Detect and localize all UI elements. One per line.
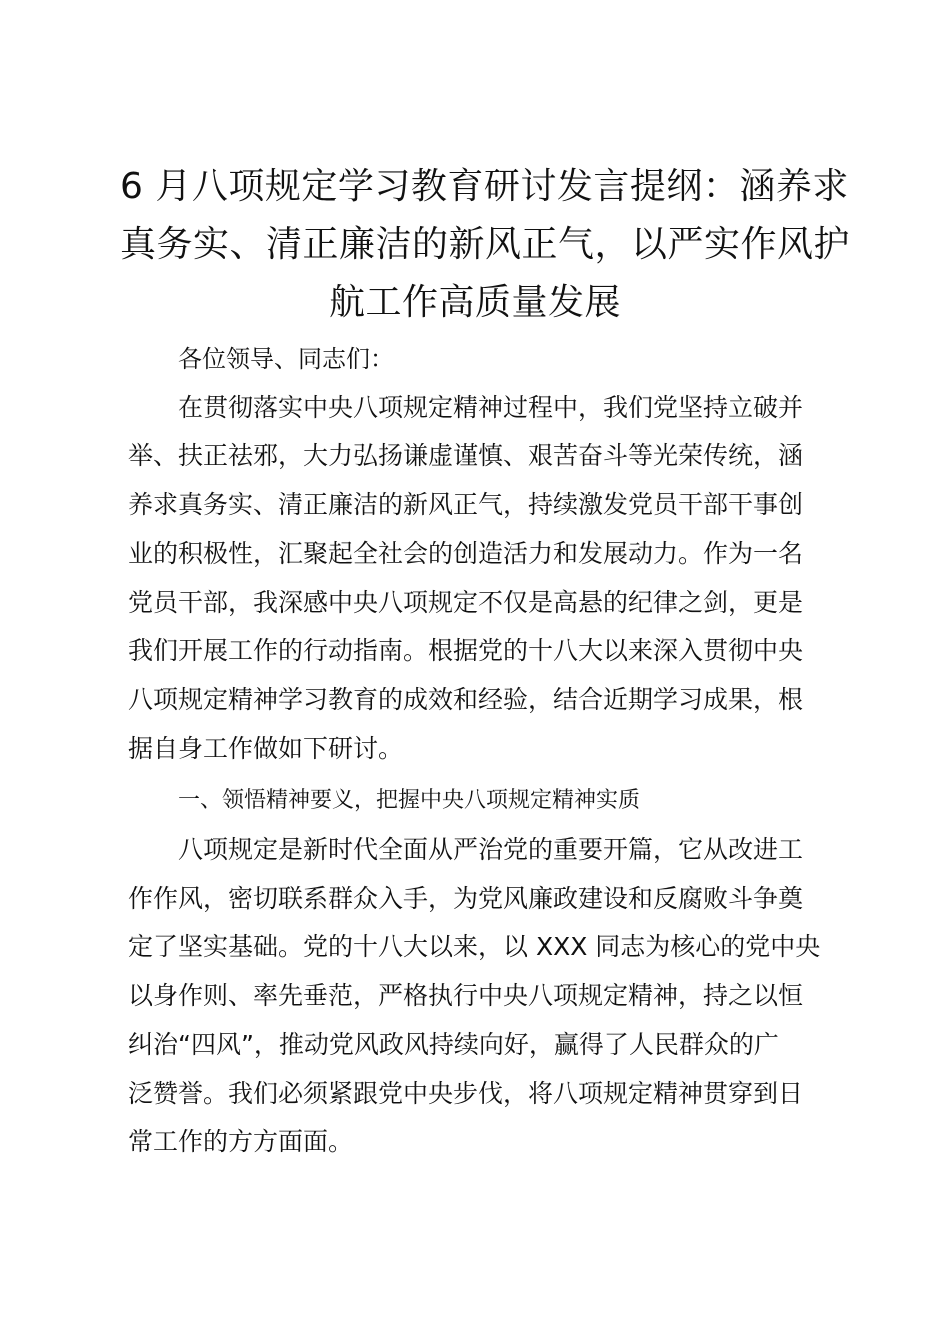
paragraph-line: 以身作则、率先垂范，严格执行中央八项规定精神，持之以恒 xyxy=(128,981,804,1011)
title-line: 真务实、清正廉洁的新风正气，以严实作风护 xyxy=(120,224,851,265)
paragraph-line: 泛赞誉。我们必须紧跟党中央步伐，将八项规定精神贯穿到日 xyxy=(128,1078,804,1108)
intro-paragraph xyxy=(128,384,833,774)
paragraph-line: 养求真务实、清正廉洁的新风正气，持续激发党员干部干事创 xyxy=(128,490,804,520)
paragraph-line: 作作风，密切联系群众入手，为党风廉政建设和反腐败斗争奠 xyxy=(128,883,804,913)
paragraph-line: 党员干部，我深感中央八项规定不仅是高悬的纪律之剑，更是 xyxy=(128,587,804,617)
document-title xyxy=(120,158,851,332)
document-body xyxy=(128,335,833,1167)
paragraph-line: 举、扶正祛邪，大力弘扬谦虚谨慎、艰苦奋斗等光荣传统，涵 xyxy=(128,441,804,471)
section-heading: 一、领悟精神要义，把握中央八项规定精神实质 xyxy=(178,788,641,814)
paragraph-line: 业的积极性，汇聚起全社会的创造活力和发展动力。作为一名 xyxy=(128,538,804,568)
greeting-text: 各位领导、同志们： xyxy=(178,345,394,373)
paragraph-line: 定了坚实基础。党的十八大以来，以 XXX 同志为核心的党中央 xyxy=(128,932,821,962)
paragraph-line: 我们开展工作的行动指南。根据党的十八大以来深入贯彻中央 xyxy=(128,636,804,666)
paragraph-line: 在贯彻落实中央八项规定精神过程中，我们党坚持立破并 xyxy=(178,392,804,422)
section-paragraph xyxy=(128,826,833,1167)
title-line: 6 月八项规定学习教育研讨发言提纲：涵养求 xyxy=(120,166,849,207)
paragraph-line: 常工作的方方面面。 xyxy=(128,1127,354,1157)
title-line: 航工作高质量发展 xyxy=(328,282,621,323)
paragraph-line: 八项规定是新时代全面从严治党的重要开篇，它从改进工 xyxy=(178,835,804,865)
paragraph-line: 八项规定精神学习教育的成效和经验，结合近期学习成果，根 xyxy=(128,684,804,714)
paragraph-line: 据自身工作做如下研讨。 xyxy=(128,733,404,763)
paragraph-line: 纠治“四风”，推动党风政风持续向好，赢得了人民群众的广 xyxy=(128,1029,779,1059)
greeting xyxy=(128,335,833,384)
